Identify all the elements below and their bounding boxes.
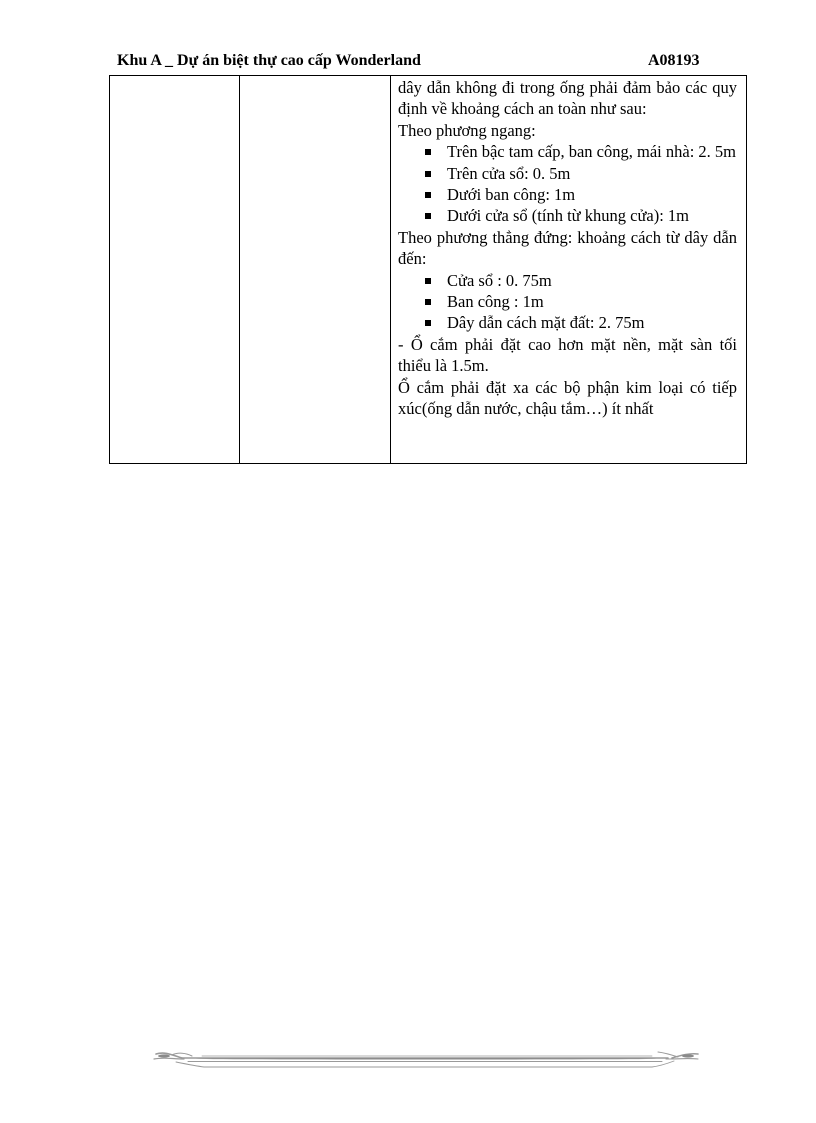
vertical-list xyxy=(398,270,737,334)
socket-height-paragraph: - Ổ cắm phải đặt cao hơn mặt nền, mặt sàn tối thiểu là 1.5m. xyxy=(398,334,737,376)
document-code: A08193 xyxy=(648,52,700,69)
square-bullet-icon xyxy=(425,192,431,198)
square-bullet-icon xyxy=(425,149,431,155)
list-item: Dây dẫn cách mặt đất: 2. 75m xyxy=(422,312,737,333)
content-table xyxy=(109,75,747,464)
list-item: Trên bậc tam cấp, ban công, mái nhà: 2. 5m xyxy=(422,141,737,162)
page-header xyxy=(117,50,717,72)
horizontal-list xyxy=(398,141,737,227)
list-item: Dưới cửa sổ (tính từ khung cửa): 1m xyxy=(422,205,737,226)
socket-distance-paragraph: Ổ cắm phải đặt xa các bộ phận kim loại có tiếp xúc(ống dẫn nước, chậu tắm…) ít nhất xyxy=(398,377,737,419)
intro-paragraph: dây dẫn không đi trong ống phải đảm bảo các quy định về khoảng cách an toàn như sau: xyxy=(398,78,737,119)
table-cell-empty-1 xyxy=(110,76,240,463)
vertical-heading: Theo phương thẳng đứng: khoảng cách từ dây dẫn đến: xyxy=(398,227,737,269)
square-bullet-icon xyxy=(425,299,431,305)
table-cell-empty-2 xyxy=(240,76,391,463)
list-item: Cửa sổ : 0. 75m xyxy=(422,270,737,291)
table-cell-requirements xyxy=(391,76,743,463)
list-item: Trên cửa sổ: 0. 5m xyxy=(422,163,737,184)
horizontal-heading: Theo phương ngang: xyxy=(398,120,536,140)
list-item: Ban công : 1m xyxy=(422,291,737,312)
document-title: Khu A _ Dự án biệt thự cao cấp Wonderland xyxy=(117,52,421,69)
square-bullet-icon xyxy=(425,213,431,219)
list-item: Dưới ban công: 1m xyxy=(422,184,737,205)
decorative-scroll-divider-icon xyxy=(152,1046,700,1072)
square-bullet-icon xyxy=(425,278,431,284)
square-bullet-icon xyxy=(425,320,431,326)
square-bullet-icon xyxy=(425,171,431,177)
